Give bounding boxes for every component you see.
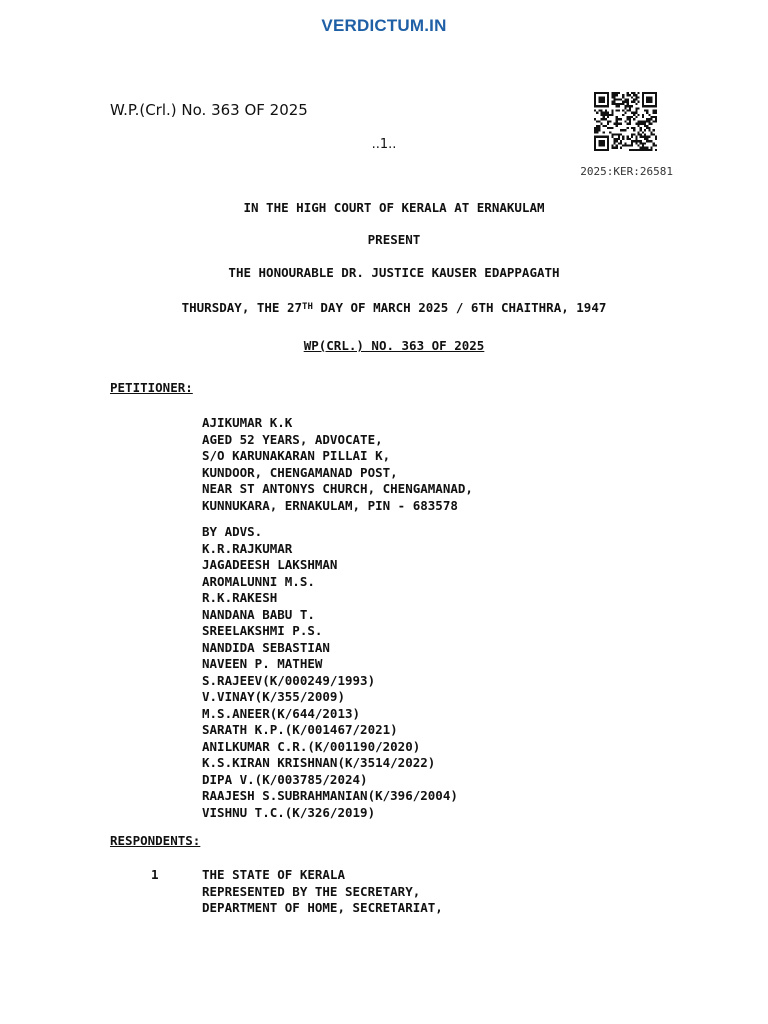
advocate-name: K.R.RAJKUMAR <box>202 540 293 556</box>
date-prefix: THURSDAY, THE 27 <box>181 300 303 315</box>
date-ordinal-suffix: TH <box>302 302 313 312</box>
advocate-name: R.K.RAKESH <box>202 590 278 605</box>
advocate-name: M.S.ANEER(K/644/2013) <box>202 705 361 721</box>
court-name: IN THE HIGH COURT OF KERALA AT ERNAKULAM <box>243 200 545 215</box>
advocate-name: RAAJESH S.SUBRAHMANIAN(K/396/2004) <box>202 788 458 803</box>
respondent-details <box>202 867 443 917</box>
present-label: PRESENT <box>367 232 421 247</box>
advocate-name: SARATH K.P.(K/001467/2021) <box>202 722 398 737</box>
page-number: ..1.. <box>371 137 397 152</box>
respondent-line: THE STATE OF KERALA <box>202 867 345 882</box>
petitioner-line: AGED 52 YEARS, ADVOCATE, <box>202 431 383 447</box>
advocate-name: NANDIDA SEBASTIAN <box>202 639 330 655</box>
advocate-name: NANDANA BABU T. <box>202 606 315 622</box>
advocates-list <box>202 524 458 821</box>
respondent-line: REPRESENTED BY THE SECRETARY, <box>202 883 421 899</box>
respondents-heading: RESPONDENTS: <box>110 833 201 848</box>
qr-code-icon <box>594 92 657 151</box>
advocate-name: V.VINAY(K/355/2009) <box>202 689 345 704</box>
advocate-name: NAVEEN P. MATHEW <box>202 656 323 671</box>
advocate-name: K.S.KIRAN KRISHNAN(K/3514/2022) <box>202 755 436 770</box>
petitioner-line: NEAR ST ANTONYS CHURCH, CHENGAMANAD, <box>202 481 473 496</box>
advocate-name: DIPA V.(K/003785/2024) <box>202 771 368 787</box>
advocate-name: SREELAKSHMI P.S. <box>202 623 323 638</box>
date-suffix: DAY OF MARCH 2025 / 6TH CHAITHRA, 1947 <box>312 300 607 315</box>
hearing-date <box>0 300 768 315</box>
advocate-name: AROMALUNNI M.S. <box>202 573 315 589</box>
watermark: VERDICTUM.IN <box>321 16 447 35</box>
case-title: WP(CRL.) NO. 363 OF 2025 <box>303 338 485 353</box>
header-case-number: W.P.(Crl.) No. 363 OF 2025 <box>110 101 308 119</box>
petitioner-line: KUNDOOR, CHENGAMANAD POST, <box>202 464 398 480</box>
petitioner-line: S/O KARUNAKARAN PILLAI K, <box>202 448 391 463</box>
petitioner-line: KUNNUKARA, ERNAKULAM, PIN - 683578 <box>202 497 458 513</box>
petitioner-heading: PETITIONER: <box>110 380 193 395</box>
advocate-name: S.RAJEEV(K/000249/1993) <box>202 672 376 688</box>
judge-name: THE HONOURABLE DR. JUSTICE KAUSER EDAPPAGATH <box>228 265 560 280</box>
petitioner-details <box>202 415 473 514</box>
respondent-number: 1 <box>151 867 159 882</box>
respondent-line: DEPARTMENT OF HOME, SECRETARIAT, <box>202 900 443 915</box>
advocate-name: VISHNU T.C.(K/326/2019) <box>202 804 376 820</box>
petitioner-line: AJIKUMAR K.K <box>202 415 293 430</box>
advocate-name: JAGADEESH LAKSHMAN <box>202 557 338 572</box>
advocate-name: ANILKUMAR C.R.(K/001190/2020) <box>202 738 421 754</box>
advocates-heading: BY ADVS. <box>202 524 263 539</box>
neutral-citation: 2025:KER:26581 <box>580 165 673 178</box>
